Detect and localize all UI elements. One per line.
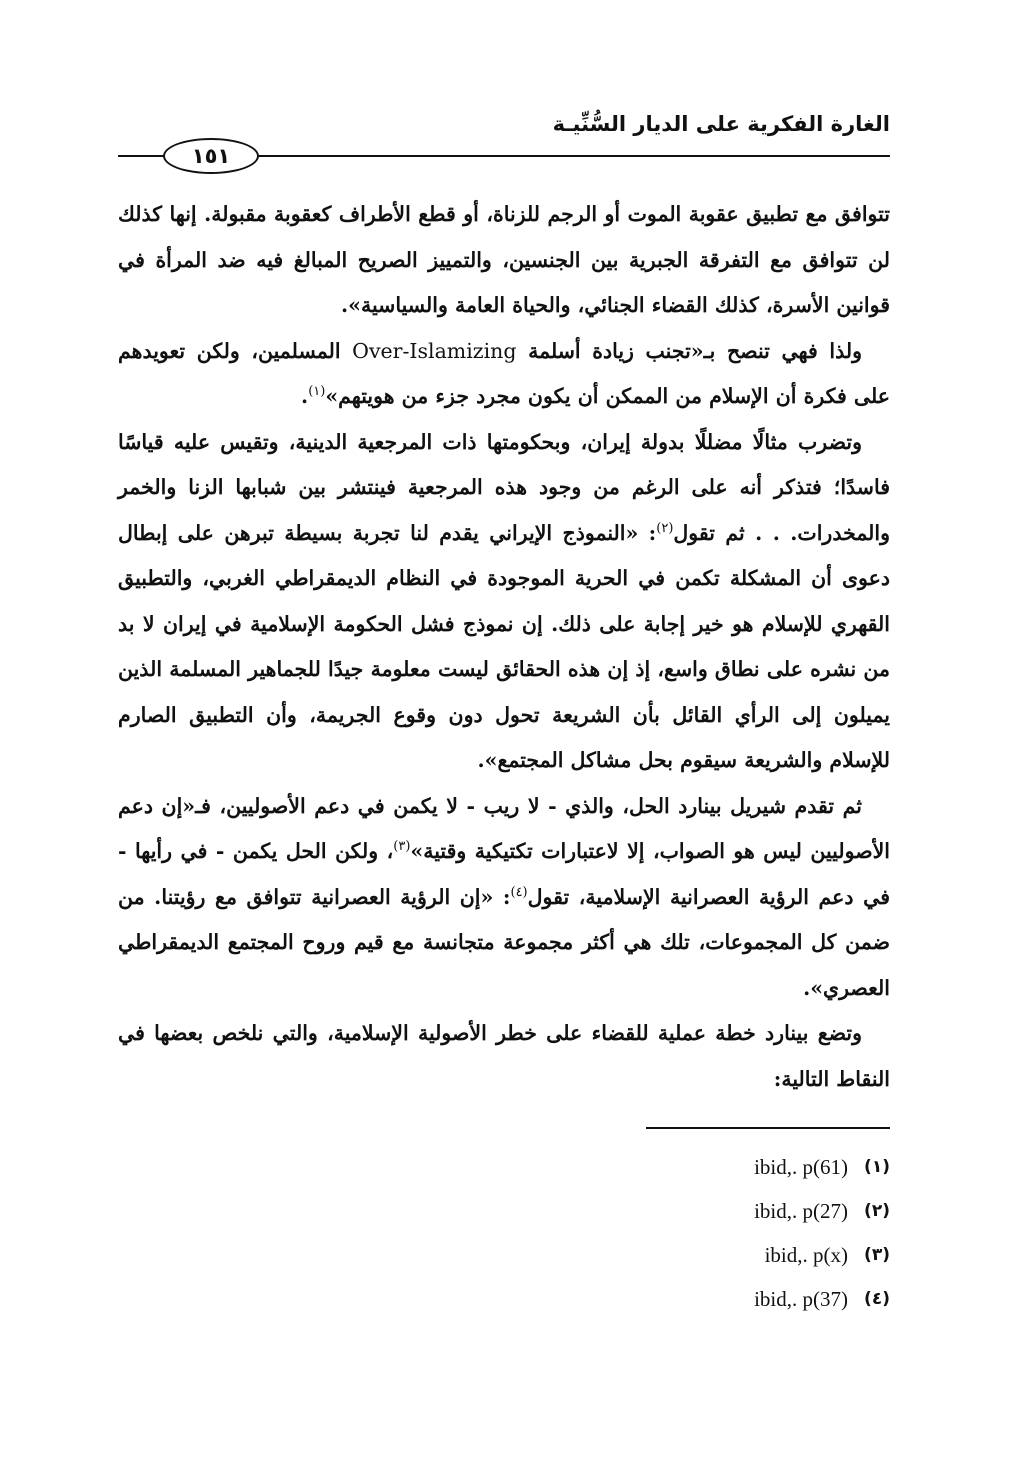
paragraph-2-text-b: المسلمين، ولكن تعويدهم على فكرة أن الإسلام من الممكن أن يكون مجرد جزء من هويتهم»	[118, 338, 890, 408]
footnote-ref-3: (٣)	[393, 839, 411, 855]
page-number-badge	[163, 138, 259, 174]
paragraph-1	[118, 192, 890, 329]
body-text	[118, 192, 890, 1102]
paragraph-3-text-b: : «النموذج الإيراني يقدم لنا تجربة بسيطة تبرهن على إبطال دعوى أن المشكلة تكمن في الحرية الموجودة في النظام الديمقراطي الغربي، والتطبيق القهري للإسلام هو خير إجابة على ذلك. إن نموذج فشل الحكومة الإسلامية في إيران لا بد من نشره على نطاق واسع، إذ إن هذه الحقائق ليست معلومة جيدًا للجماهير المسلمة الذين يميلون إلى الرأي القائل بأن الشريعة تحول دون وقوع الجريمة، وأن التطبيق الصارم للإسلام والشريعة سيقوم بحل مشاكل المجتمع».	[118, 520, 890, 772]
footnote-rule	[646, 1127, 890, 1129]
footnote-1-number: (١)	[864, 1157, 890, 1177]
footnote-2	[600, 1189, 890, 1233]
footnote-1	[600, 1145, 890, 1189]
footnote-3	[600, 1233, 890, 1277]
footnote-2-number: (٢)	[864, 1201, 890, 1221]
running-header-title: الغارة الفكرية على الديار السُّنِّيـة	[552, 112, 890, 136]
page-number: ١٥١	[191, 144, 231, 168]
paragraph-2-end: .	[301, 384, 309, 408]
footnote-4	[600, 1277, 890, 1321]
paragraph-4-text-b: ، ولكن الحل يكمن - في رأيها - في دعم الرؤية العصرانية الإسلامية، تقول	[118, 839, 890, 909]
paragraph-4	[118, 784, 890, 1012]
footnote-3-text: ibid,. p(x)	[764, 1243, 848, 1267]
footnote-ref-1: (١)	[308, 384, 326, 400]
paragraph-5	[118, 1011, 890, 1102]
footnote-4-number: (٤)	[864, 1289, 890, 1309]
footnote-3-number: (٣)	[864, 1245, 890, 1265]
paragraph-1-text: تتوافق مع تطبيق عقوبة الموت أو الرجم للزناة، أو قطع الأطراف كعقوبة مقبولة. إنها كذلك لن تتوافق مع التفرقة الجبرية بين الجنسين، والتمييز الصريح المبالغ فيه ضد المرأة في قوانين الأسرة، كذلك القضاء الجنائي، والحياة العامة والسياسية».	[118, 202, 890, 317]
paragraph-2	[118, 329, 890, 420]
footnotes	[600, 1145, 890, 1321]
footnote-ref-4: (٤)	[510, 884, 528, 900]
paragraph-2-text-a: ولذا فهي تنصح بـ«تجنب زيادة أسلمة	[528, 338, 863, 363]
footnote-1-text: ibid,. p(61)	[754, 1155, 848, 1179]
paragraph-5-text: وتضع بينارد خطة عملية للقضاء على خطر الأصولية الإسلامية، والتي نلخص بعضها في النقاط التالية:	[118, 1021, 890, 1091]
footnote-ref-2: (٢)	[656, 520, 674, 536]
paragraph-4-text-c: : «إن الرؤية العصرانية تتوافق مع رؤيتنا. من ضمن كل المجموعات، تلك هي أكثر مجموعة متجانسة مع قيم وروح المجتمع الديمقراطي العصري».	[118, 884, 890, 1000]
paragraph-4-text-a: ثم تقدم شيريل بينارد الحل، والذي - لا ريب - لا يكمن في دعم الأصوليين، فـ«إن دعم الأصوليين ليس هو الصواب، إلا لاعتبارات تكتيكية وقتية»	[118, 793, 890, 863]
footnote-4-text: ibid,. p(37)	[754, 1287, 848, 1311]
paragraph-3	[118, 420, 890, 784]
english-term: Over-Islamizing	[352, 338, 517, 363]
paragraph-3-text-a: وتضرب مثالًا مضللًا بدولة إيران، وبحكومتها ذات المرجعية الدينية، وتقيس عليه قياسًا فاسدًا؛ فتذكر أنه على الرغم من وجود هذه المرجعية فينتشر بين شبابها الزنا والخمر والمخدرات. . . ثم تقول	[118, 429, 891, 545]
footnote-2-text: ibid,. p(27)	[754, 1199, 848, 1223]
